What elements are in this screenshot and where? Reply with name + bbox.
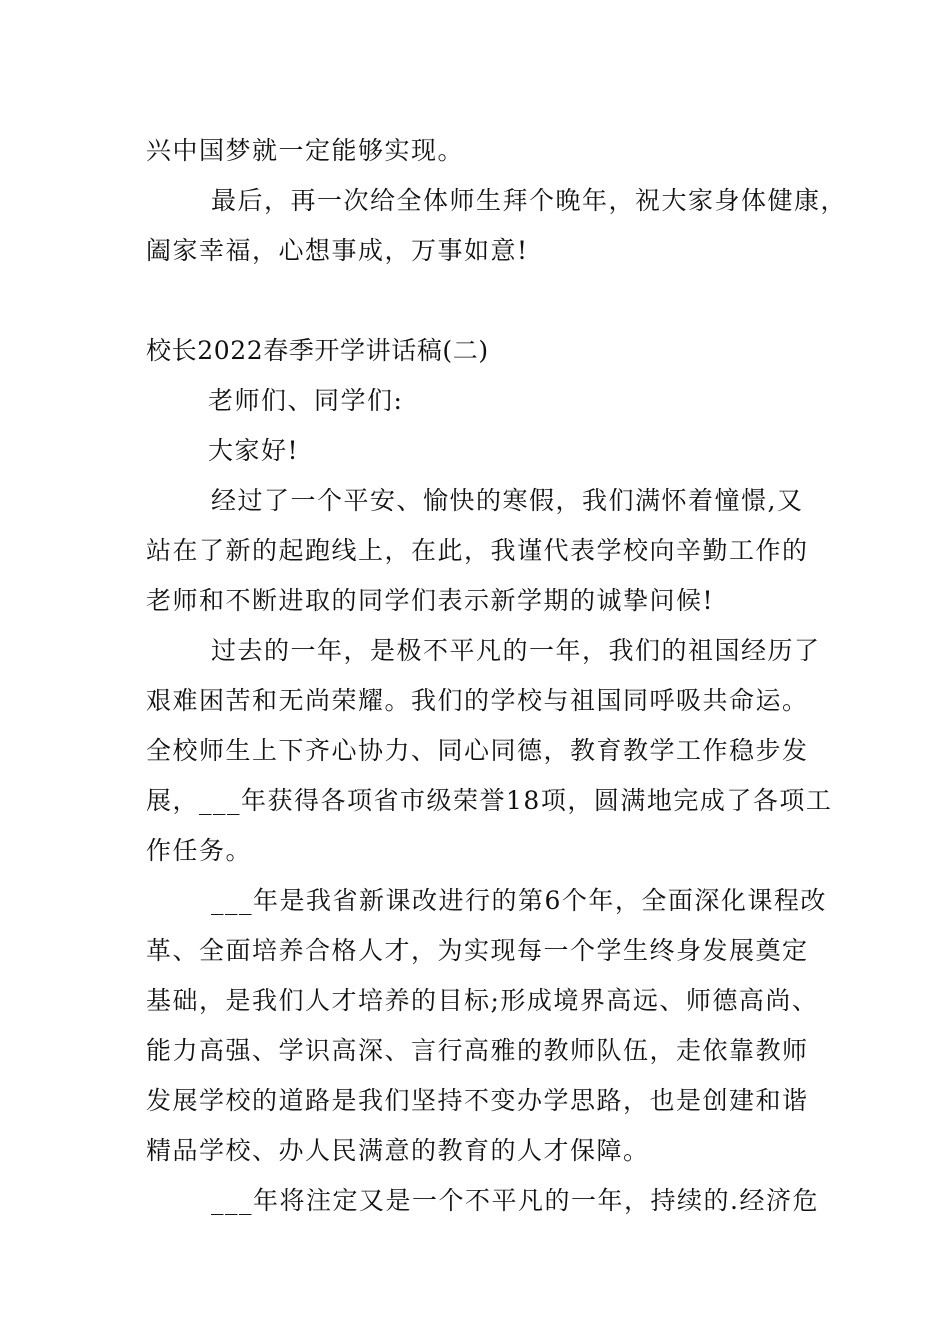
- paragraph-3-line-1: ___年是我省新课改进行的第6个年，全面深化课程改: [211, 886, 827, 915]
- paragraph-2-line-3: 全校师生上下齐心协力、同心同德，教育教学工作稳步发: [146, 736, 809, 765]
- paragraph-2-line-4: 展，___年获得各项省市级荣誉18项，圆满地完成了各项工: [146, 786, 833, 815]
- paragraph-2-line-5: 作任务。: [146, 836, 253, 865]
- paragraph-2-line-1: 过去的一年，是极不平凡的一年，我们的祖国经历了: [211, 636, 821, 665]
- section-title: 校长2022春季开学讲话稿(二): [146, 336, 489, 365]
- paragraph-1-line-2: 站在了新的起跑线上，在此，我谨代表学校向辛勤工作的: [146, 536, 809, 565]
- paragraph-3-line-5: 发展学校的道路是我们坚持不变办学思路，也是创建和谐: [146, 1086, 809, 1115]
- paragraph-1-line-3: 老师和不断进取的同学们表示新学期的诚挚问候!: [146, 586, 715, 615]
- paragraph-2-line-2: 艰难困苦和无尚荣耀。我们的学校与祖国同呼吸共命运。: [146, 686, 809, 715]
- greeting: 大家好!: [208, 436, 300, 465]
- paragraph-3-line-4: 能力高强、学识高深、言行高雅的教师队伍，走依靠教师: [146, 1036, 809, 1065]
- salutation: 老师们、同学们:: [208, 386, 404, 415]
- closing-paragraph-line-2: 阖家幸福，心想事成，万事如意!: [146, 236, 529, 265]
- paragraph-4-line-1: ___年将注定又是一个不平凡的一年，持续的.经济危: [211, 1186, 819, 1215]
- continuation-line: 兴中国梦就一定能够实现。: [146, 136, 465, 165]
- paragraph-3-line-2: 革、全面培养合格人才，为实现每一个学生终身发展奠定: [146, 936, 809, 965]
- paragraph-3-line-3: 基础，是我们人才培养的目标;形成境界高远、师德高尚、: [146, 986, 819, 1015]
- paragraph-3-line-6: 精品学校、办人民满意的教育的人才保障。: [146, 1136, 650, 1165]
- paragraph-1-line-1: 经过了一个平安、愉快的寒假，我们满怀着憧憬,又: [211, 486, 804, 515]
- closing-paragraph-line-1: 最后，再一次给全体师生拜个晚年，祝大家身体健康，: [211, 186, 848, 215]
